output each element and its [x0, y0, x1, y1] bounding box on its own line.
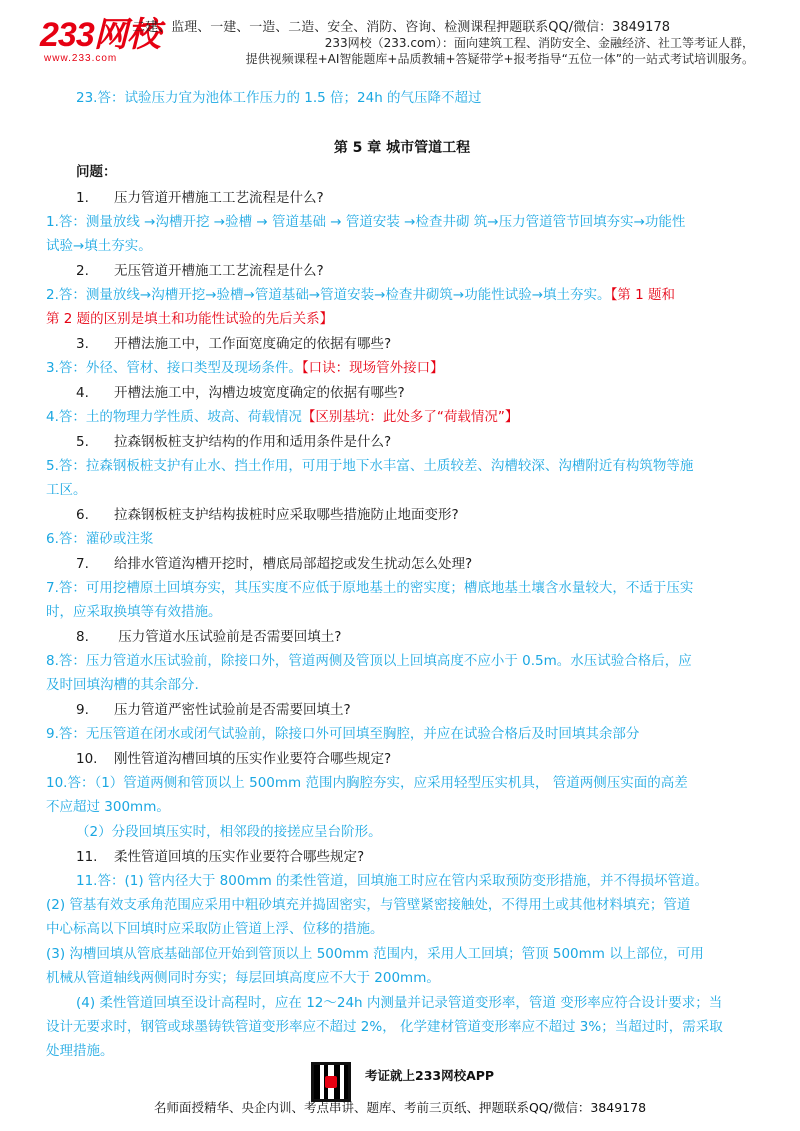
question-5: 5. 拉森钢板桩支护结构的作用和适用条件是什么? [76, 434, 392, 450]
answer-6: 6.答：灌砂或注浆 [46, 531, 154, 547]
answer-4: 4.答：土的物理力学性质、坡高、荷载情况【区别基坑：此处多了“荷载情况”】 [46, 409, 519, 425]
answer-10-line1: 10.答：（1）管道两侧和管顶以上 500mm 范围内胸腔夯实，应采用轻型压实机具， 管道两侧压实面的高差 [46, 775, 688, 791]
question-8: 8. 压力管道水压试验前是否需要回填土? [76, 629, 342, 645]
answer-10-item2: （2）分段回填压实时，相邻段的接搓应呈台阶形。 [76, 824, 382, 840]
question-11: 11. 柔性管道回填的压实作业要符合哪些规定? [76, 849, 365, 865]
answer-5-line2: 工区。 [46, 482, 87, 498]
footer-app-promo: 考证就上233网校APP [365, 1068, 495, 1083]
answer-11-item2-line1: (2) 管基有效支承角范围应采用中粗砂填充并捣固密实，与管壁紧密接触处，不得用土或其他材料填充；管道 [46, 897, 691, 913]
answer-9: 9.答：无压管道在闭水或闭气试验前，除接口外可回填至胸腔，并应在试验合格后及时回填其余部分 [46, 726, 640, 742]
answer-3: 3.答：外径、管材、接口类型及现场条件。【口诀：现场管外接口】 [46, 360, 444, 376]
question-9: 9. 压力管道严密性试验前是否需要回填土? [76, 702, 351, 718]
answer-11-item3-line1: (3) 沟槽回填从管底基础部位开始到管顶以上 500mm 范围内，采用人工回填；管顶 500mm 以上部位，可用 [46, 946, 704, 962]
qr-code-icon[interactable] [311, 1062, 351, 1102]
answer-1-line2: 试验→填土夯实。 [46, 238, 152, 254]
header-contact-line: 二建、监理、一建、一造、二造、安全、消防、咨询、检测课程押题联系QQ/微信：3849178 [132, 20, 670, 35]
answer-7-line2: 时，应采取换填等有效措施。 [46, 604, 222, 620]
question-1: 1. 压力管道开槽施工工艺流程是什么? [76, 190, 324, 206]
answer-7-line1: 7.答：可用挖槽原土回填夯实，其压实度不应低于原地基土的密实度；槽底地基土壤含水量较大，不适于压实 [46, 580, 694, 596]
page-footer [0, 1060, 800, 1131]
question-10: 10. 刚性管道沟槽回填的压实作业要符合哪些规定? [76, 751, 392, 767]
answer-11-item1: 11.答：(1) 管内径大于 800mm 的柔性管道，回填施工时应在管内采取预防变形措施，并不得损坏管道。 [76, 873, 709, 889]
answer-11-item3-line2: 机械从管道轴线两侧同时夯实；每层回填高度应不大于 200mm。 [46, 970, 440, 986]
answer-5-line1: 5.答：拉森钢板桩支护有止水、挡土作用，可用于地下水丰富、土质较差、沟槽较深、沟槽附近有构筑物等施 [46, 458, 694, 474]
answer-10-line2: 不应超过 300mm。 [46, 799, 170, 815]
question-4: 4. 开槽法施工中，沟槽边坡宽度确定的依据有哪些? [76, 385, 405, 401]
answer-11-item4-line3: 处理措施。 [46, 1043, 114, 1059]
answer-11-item2-line2: 中心标高以下回填时应采取防止管道上浮、位移的措施。 [46, 921, 384, 937]
logo-url: www.233.com [44, 53, 118, 64]
question-2: 2. 无压管道开槽施工工艺流程是什么? [76, 263, 324, 279]
answer-2-line1: 2.答：测量放线→沟槽开挖→验槽→管道基础→管道安装→检查井砌筑→功能性试验→填土夯实。【第 1 题和 [46, 287, 675, 303]
page-header [0, 0, 800, 80]
question-7: 7. 给排水管道沟槽开挖时，槽底局部超挖或发生扰动怎么处理? [76, 556, 473, 572]
question-6: 6. 拉森钢板桩支护结构拔桩时应采取哪些措施防止地面变形? [76, 507, 459, 523]
top-answer: 23.答：试验压力宜为池体工作压力的 1.5 倍；24h 的气压降不超过 [76, 90, 482, 106]
footer-contact-line: 名师面授精华、央企内训、考点串讲、题库、考前三页纸、押题联系QQ/微信：3849178 [153, 1100, 647, 1115]
logo-text: 233网校 [40, 16, 160, 54]
answer-11-item4-line2: 设计无要求时，钢管或球墨铸铁管道变形率应不超过 2%， 化学建材管道变形率应不超过 3%；当超过时，需采取 [46, 1019, 723, 1035]
answer-11-item4-line1: (4) 柔性管道回填至设计高程时，应在 12～24h 内测量并记录管道变形率，管道 变形率应符合设计要求；当 [76, 995, 723, 1011]
answer-8-line2: 及时回填沟槽的其余部分. [46, 677, 199, 693]
answer-2-note: 第 2 题的区别是填土和功能性试验的先后关系】 [46, 311, 334, 327]
answer-8-line1: 8.答：压力管道水压试验前，除接口外，管道两侧及管顶以上回填高度不应小于 0.5m。水压试验合格后，应 [46, 653, 692, 669]
answer-1-line1: 1.答：测量放线 →沟槽开挖 →验槽 → 管道基础 → 管道安装 →检查井砌 筑→压力管道管节回填夯实→功能性 [46, 214, 686, 230]
question-3: 3. 开槽法施工中，工作面宽度确定的依据有哪些? [76, 336, 392, 352]
header-service-line: 提供视频课程+AI智能题库+品质教辅+答疑带学+报考指导“五位一体”的一站式考试培训服务。 [245, 52, 754, 66]
header-intro-line: 233网校（233.com）：面向建筑工程、消防安全、金融经济、社工等考证人群， [324, 36, 754, 50]
chapter-title: 第 5 章 城市管道工程 [333, 140, 471, 156]
questions-label: 问题： [76, 164, 117, 180]
